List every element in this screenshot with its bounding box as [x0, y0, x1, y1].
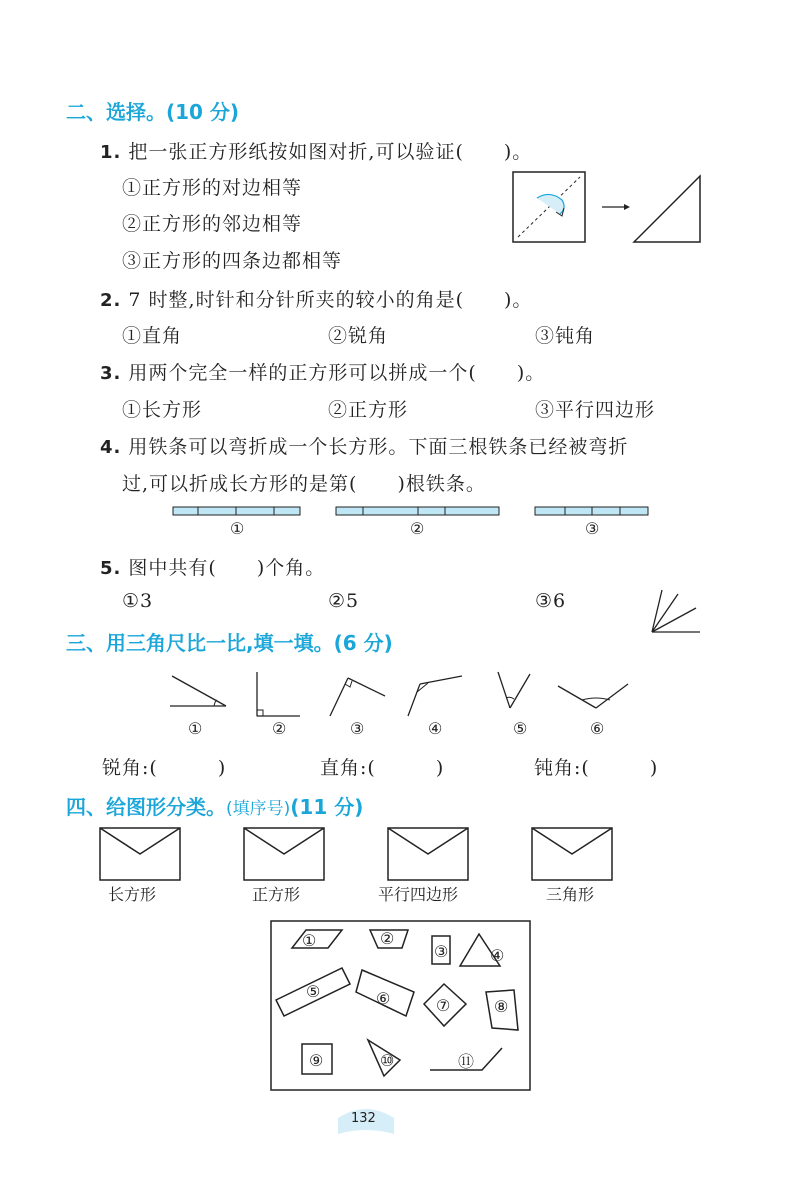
angle-2: [257, 672, 300, 716]
envelope-parallelogram[interactable]: [388, 828, 468, 880]
envelope-label-triangle: 三角形: [546, 885, 595, 904]
iron-bar-2[interactable]: [336, 507, 499, 515]
iron-bar-1[interactable]: [173, 507, 300, 515]
envelope-label-square: 正方形: [252, 885, 301, 904]
shape-label-4: ④: [490, 946, 505, 965]
shape-label-6: ⑥: [376, 989, 391, 1008]
q4-number: 4.: [100, 437, 122, 458]
right-answer[interactable]: 直角:( ): [320, 757, 445, 779]
section2-title: [66, 96, 239, 125]
section4-score: (11 分): [290, 795, 364, 819]
shape-1-parallelogram[interactable]: [292, 930, 342, 948]
acute-answer[interactable]: 锐角:( ): [102, 757, 227, 779]
bar-label-3: ③: [585, 519, 600, 538]
envelope-label-parallelogram: 平行四边形: [378, 885, 459, 904]
q5-option-3[interactable]: ③6: [535, 590, 567, 612]
folded-triangle: [634, 176, 700, 242]
shape-label-9: ⑨: [309, 1051, 324, 1070]
q1-text: 把一张正方形纸按如图对折,可以验证( )。: [128, 141, 533, 163]
shape-label-7: ⑦: [436, 996, 451, 1015]
bar-label-2: ②: [410, 519, 425, 538]
page-number: 132: [351, 1111, 376, 1126]
angle-label-6: ⑥: [590, 719, 605, 738]
section3-title: [66, 627, 393, 656]
shape-label-10: ⑩: [380, 1051, 395, 1070]
section2-title-text: 二、选择。: [66, 100, 166, 124]
shape-label-3: ③: [434, 942, 449, 961]
q5-text: 图中共有( )个角。: [128, 557, 326, 579]
q5-number: 5.: [100, 558, 122, 579]
q1-option-2[interactable]: ②正方形的邻边相等: [122, 213, 303, 235]
angle-1: [170, 676, 226, 706]
envelope-square[interactable]: [244, 828, 324, 880]
section2-score: (10 分): [166, 100, 240, 124]
section3-title-text: 三、用三角尺比一比,填一填。: [66, 631, 334, 655]
section4-title-text: 四、给图形分类。: [66, 795, 226, 819]
iron-bars-figure: [172, 506, 652, 518]
section4-hint: (填序号): [226, 799, 291, 819]
q2-stem: [100, 285, 532, 312]
q1-number: 1.: [100, 142, 122, 163]
angle-label-3: ③: [350, 719, 365, 738]
fold-square-figure: [512, 170, 712, 250]
q4-text-line1: 用铁条可以弯折成一个长方形。下面三根铁条已经被弯折: [128, 436, 629, 458]
shape-label-5: ⑤: [306, 982, 321, 1001]
q1-option-1[interactable]: ①正方形的对边相等: [122, 177, 303, 199]
envelope-triangle[interactable]: [532, 828, 612, 880]
q1-option-3[interactable]: ③正方形的四条边都相等: [122, 250, 343, 272]
angles-figure: [160, 668, 640, 724]
q3-option-2[interactable]: ②正方形: [328, 399, 409, 421]
angle-label-4: ④: [428, 719, 443, 738]
q2-option-1[interactable]: ①直角: [122, 325, 183, 347]
q5-option-2[interactable]: ②5: [328, 590, 360, 612]
shape-label-8: ⑧: [494, 997, 509, 1016]
envelopes-figure: [98, 826, 618, 882]
transform-arrowhead-icon: [624, 204, 630, 210]
section4-title: [66, 791, 363, 820]
q2-option-2[interactable]: ②锐角: [328, 325, 389, 347]
q1-stem: [100, 137, 532, 164]
iron-bar-3[interactable]: [535, 507, 648, 515]
q3-stem: [100, 358, 545, 385]
angle-label-1: ①: [188, 719, 203, 738]
q2-option-3[interactable]: ③钝角: [535, 325, 596, 347]
q5-option-1[interactable]: ①3: [122, 590, 154, 612]
shape-label-1: ①: [302, 931, 317, 950]
q3-option-1[interactable]: ①长方形: [122, 399, 203, 421]
envelope-label-rectangle: 长方形: [108, 885, 157, 904]
q3-text: 用两个完全一样的正方形可以拼成一个( )。: [128, 362, 546, 384]
envelope-rectangle[interactable]: [100, 828, 180, 880]
fold-arrow-icon: [537, 194, 564, 214]
angle-5: [498, 672, 530, 708]
q5-stem: [100, 553, 325, 580]
q4-stem-line1: [100, 432, 628, 459]
shape-label-2: ②: [380, 929, 395, 948]
angle-label-5: ⑤: [513, 719, 528, 738]
fold-line: [518, 177, 580, 237]
rays-angle-figure: [648, 588, 704, 638]
angle-4: [408, 676, 462, 716]
bar-label-1: ①: [230, 519, 245, 538]
q3-option-3[interactable]: ③平行四边形: [535, 399, 656, 421]
angle-6: [558, 684, 628, 708]
q2-number: 2.: [100, 290, 122, 311]
q3-number: 3.: [100, 363, 122, 384]
q4-stem-line2: 过,可以折成长方形的是第( )根铁条。: [122, 473, 486, 495]
angle-label-2: ②: [272, 719, 287, 738]
angle-3: [330, 678, 385, 716]
q2-text: 7 时整,时针和分针所夹的较小的角是( )。: [128, 289, 533, 311]
section3-score: (6 分): [333, 631, 393, 655]
shape-label-11: ⑪: [458, 1052, 475, 1071]
obtuse-answer[interactable]: 钝角:( ): [534, 757, 659, 779]
